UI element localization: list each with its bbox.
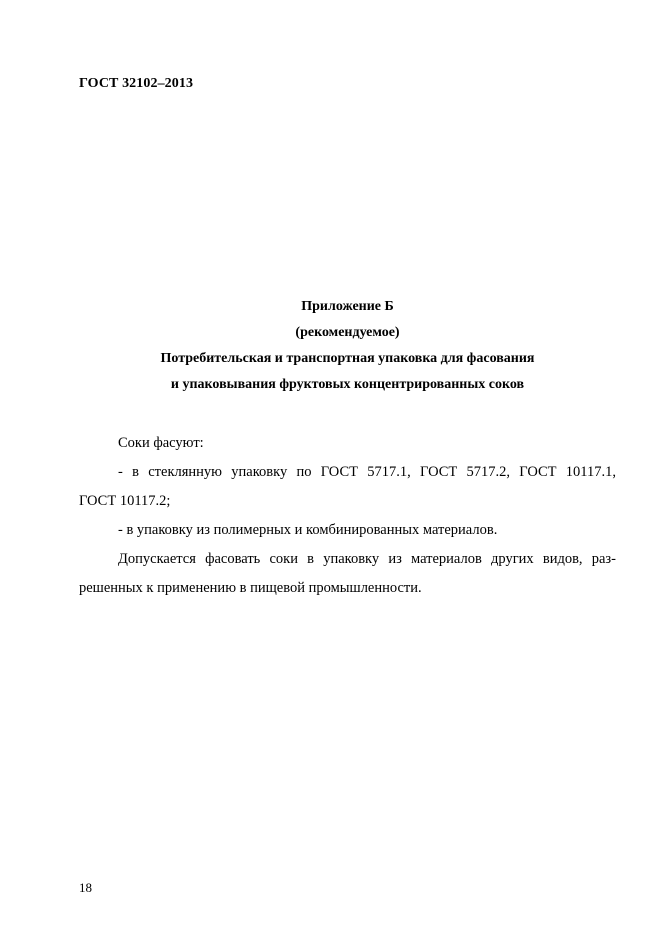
document-header-code: ГОСТ 32102–2013 [79, 76, 194, 91]
body-line-polymer-packaging: - в упаковку из полимерных и комбинированных материалов. [118, 522, 498, 538]
page-number: 18 [79, 880, 92, 895]
appendix-status: (рекомендуемое) [295, 325, 400, 340]
body-line-glass-packaging: - в стеклянную упаковку по ГОСТ 5717.1, ГОСТ 5717.2, ГОСТ 10117.1, [118, 464, 616, 480]
appendix-title: Приложение Б [301, 299, 394, 314]
appendix-heading-line-2: и упаковывания фруктовых концентрированных соков [170, 377, 525, 392]
body-line-intro: Соки фасуют: [118, 435, 204, 451]
body-text [79, 429, 616, 603]
body-line-other-materials-cont: решенных к применению в пищевой промышленности. [79, 580, 422, 596]
body-line-other-materials: Допускается фасовать соки в упаковку из материалов других видов, раз- [118, 551, 616, 567]
body-line-glass-packaging-cont: ГОСТ 10117.2; [79, 493, 171, 509]
appendix-heading-block [79, 294, 616, 398]
appendix-heading-line-1: Потребительская и транспортная упаковка для фасования [160, 351, 535, 366]
